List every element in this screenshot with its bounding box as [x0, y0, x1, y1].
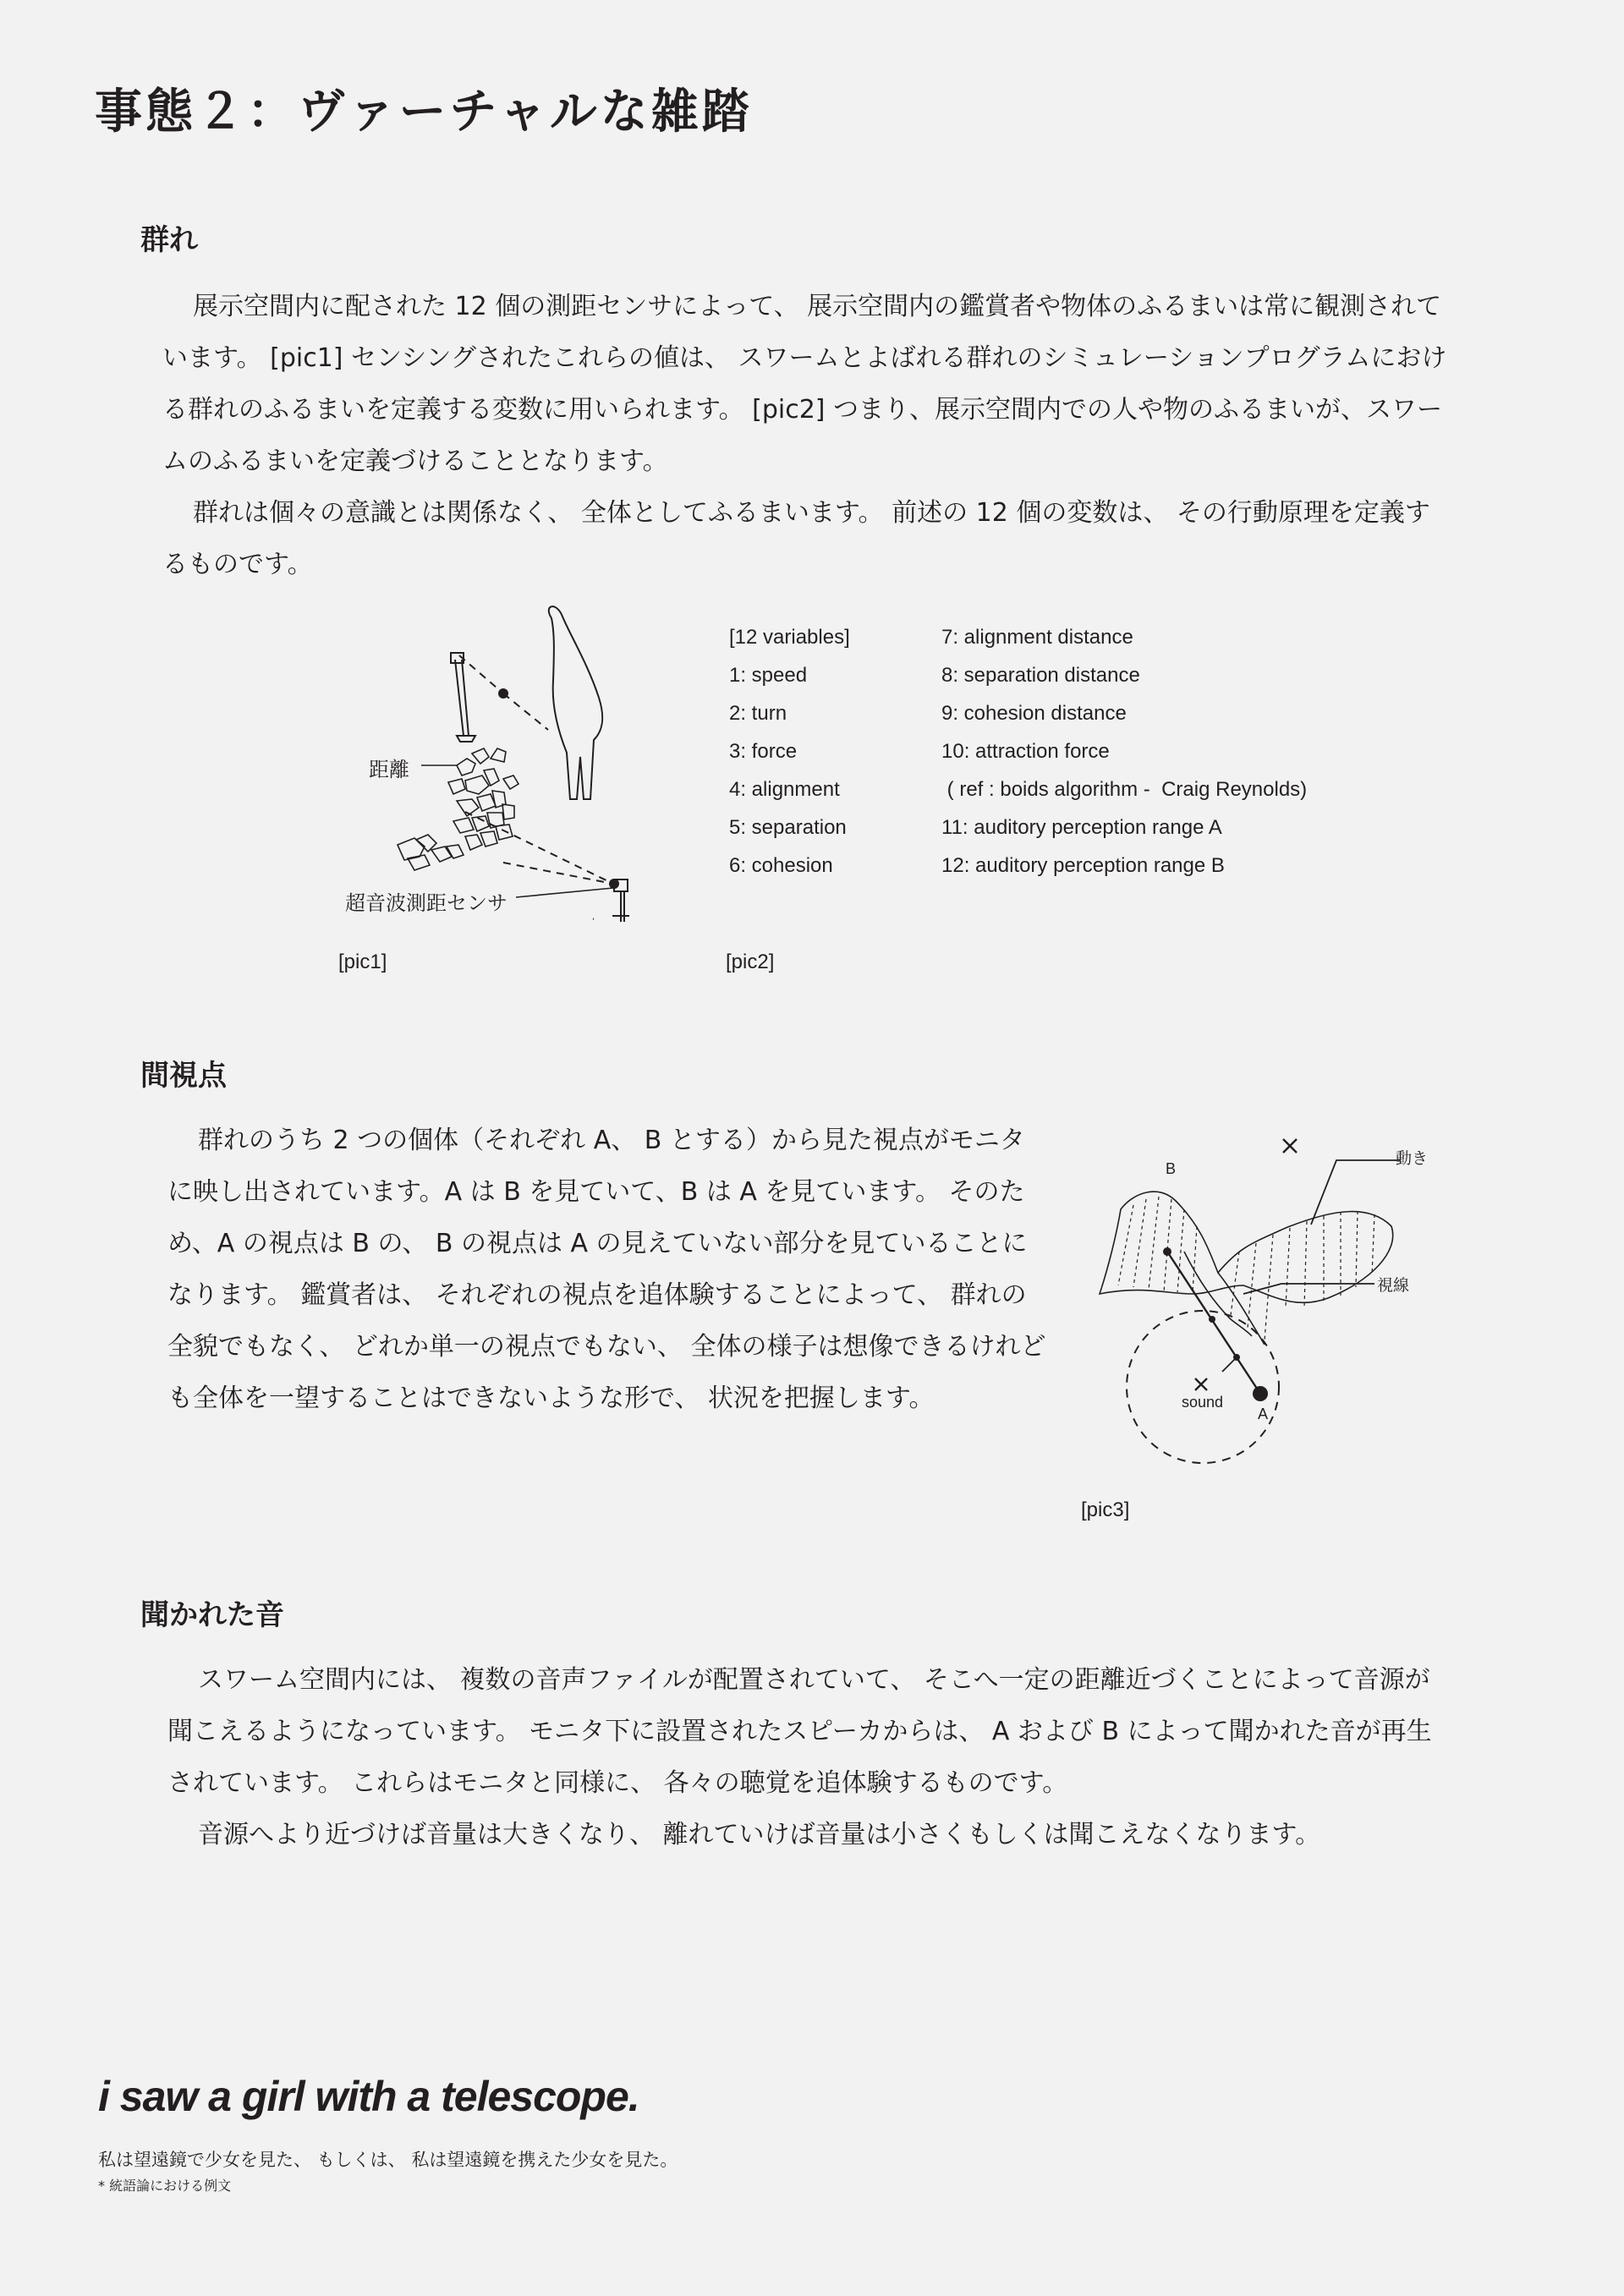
variable-item: 2: turn: [729, 702, 787, 725]
sound-paragraph-2: 音源へより近づけば音量は大きくなり、 離れていけば音量は小さくもしくは聞こえなくなります。: [198, 1820, 1321, 1849]
pic3-label-sight: 視線: [1377, 1276, 1410, 1295]
viewpoint-body: [167, 1115, 1047, 1424]
pic3-label-a: A: [1258, 1406, 1269, 1422]
pic3-illustration: [1083, 1125, 1463, 1488]
pic2-variables-left: [729, 618, 850, 885]
pic1-label-distance: 距離: [369, 758, 409, 781]
section-heading-sound: 聞かれた音: [140, 1598, 284, 1632]
swarm-paragraph-2: 群れは個々の意識とは関係なく、 全体としてふるまいます。 前述の 12 個の変数は、 その行動原理を定義するものです。: [162, 498, 1430, 579]
pic3-caption: [pic3]: [1081, 1499, 1130, 1521]
variable-item: 5: separation: [729, 816, 847, 839]
variable-item: 7: alignment distance: [941, 626, 1133, 649]
variable-item: 9: cohesion distance: [941, 702, 1127, 725]
footer-motto: i saw a girl with a telescope.: [98, 2073, 639, 2120]
variable-item: 6: cohesion: [729, 854, 833, 877]
page-title: 事態２：ヴァーチャルな雑踏: [95, 85, 753, 140]
pic2-variables-right: [941, 618, 1307, 885]
footer-translation: 私は望遠鏡で少女を見た、 もしくは、 私は望遠鏡を携えた少女を見た。: [98, 2150, 678, 2170]
variable-item: 4: alignment: [729, 778, 840, 801]
variable-item: [12 variables]: [729, 626, 850, 649]
pic2-caption: [pic2]: [726, 951, 775, 973]
variable-item: 10: attraction force: [941, 740, 1110, 763]
person-figure: [549, 606, 602, 799]
viewpoint-paragraph-1: 群れのうち 2 つの個体（それぞれ A、 B とする）から見た視点がモニタに映し出されています。A は B を見ていて、B は A を見ています。 そのため、A の視点は B の、 B の視点は A の見えていない部分を見ていることになります。 鑑賞者は、 それぞれの視点を追体験することによって、 群れの全貌でもなく、 どれか単一の視点でもない、 全体の様子は想像できるけれども全体を一望することはできないような形で、 状況を把握します。: [167, 1126, 1046, 1413]
svg-text:,: ,: [592, 912, 595, 922]
variable-item: 11: auditory perception range A: [941, 816, 1222, 839]
pic3-label-b: B: [1166, 1160, 1177, 1177]
variable-item: 12: auditory perception range B: [941, 854, 1225, 877]
pic3-label-motion: 動き: [1396, 1149, 1429, 1168]
pic1-label-sensor: 超音波測距センサ: [345, 891, 508, 915]
sound-paragraph-1: スワーム空間内には、 複数の音声ファイルが配置されていて、 そこへ一定の距離近づくことによって音源が聞こえるようになっています。 モニタ下に設置されたスピーカからは、 A および B によって聞かれた音が再生されています。 これらはモニタと同様に、 各々の聴覚を追体験するものです。: [167, 1665, 1432, 1798]
swarm-body: [162, 281, 1448, 590]
pic3-label-sound: sound: [1182, 1394, 1224, 1411]
footer-note: * 統語論における例文: [98, 2178, 232, 2194]
swarm-paragraph-1: 展示空間内に配された 12 個の測距センサによって、 展示空間内の鑑賞者や物体のふるまいは常に観測されています。 [pic1] センシングされたこれらの値は、 スワームとよばれる群れのシミュレーションプログラムにおける群れのふるまいを定義する変数に用いられます。 [pic2] つまり、展示空間内での人や物のふるまいが、スワームのふるまいを定義づけることとなります。: [162, 292, 1447, 476]
sound-body: [167, 1654, 1445, 1860]
section-heading-swarm: 群れ: [140, 223, 198, 257]
variable-item: 3: force: [729, 740, 798, 763]
section-heading-viewpoint: 間視点: [140, 1059, 227, 1093]
variable-item: 8: separation distance: [941, 664, 1140, 687]
variable-item: ( ref : boids algorithm - Craig Reynolds): [941, 778, 1308, 801]
variable-item: 1: speed: [729, 664, 808, 687]
pic1-caption: [pic1]: [338, 951, 387, 973]
